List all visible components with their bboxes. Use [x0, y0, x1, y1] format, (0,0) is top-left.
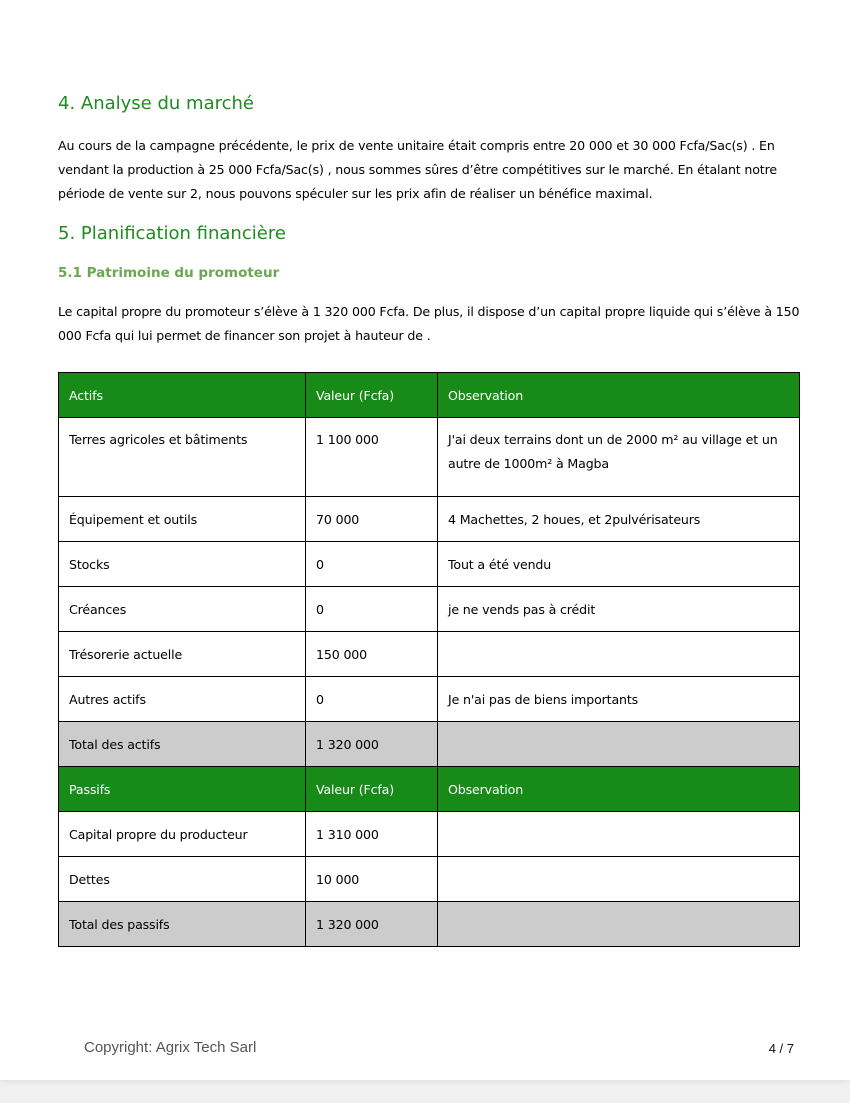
section-5-paragraph: Le capital propre du promoteur s’élève à 1 320 000 Fcfa. De plus, il dispose d’un capital propre liquide qui s’élève à 150 000 Fcfa qui lui permet de financer son projet à hauteur de .	[58, 304, 800, 343]
total-value-cell: 1 320 000	[306, 722, 438, 767]
table-cell: 0	[306, 542, 438, 587]
actifs-total-row	[59, 722, 800, 767]
table-cell: Terres agricoles et bâtiments	[59, 418, 306, 497]
header-cell: Valeur (Fcfa)	[306, 373, 438, 418]
table-cell: J'ai deux terrains dont un de 2000 m² au village et un autre de 1000m² à Magba	[438, 418, 800, 497]
table-cell	[438, 812, 800, 857]
footer-copyright: Copyright: Agrix Tech Sarl	[84, 1039, 257, 1056]
table-row	[59, 857, 800, 902]
patrimoine-table	[58, 372, 800, 947]
table-cell: 1 100 000	[306, 418, 438, 497]
table-row	[59, 587, 800, 632]
total-observation-cell	[438, 722, 800, 767]
table-cell: Équipement et outils	[59, 497, 306, 542]
table-cell: Autres actifs	[59, 677, 306, 722]
table-cell: Capital propre du producteur	[59, 812, 306, 857]
table-cell: 150 000	[306, 632, 438, 677]
table-cell: 70 000	[306, 497, 438, 542]
table-row	[59, 497, 800, 542]
total-label-cell: Total des passifs	[59, 902, 306, 947]
table-cell: 1 310 000	[306, 812, 438, 857]
header-cell: Passifs	[59, 767, 306, 812]
table-cell: Stocks	[59, 542, 306, 587]
table-row	[59, 677, 800, 722]
header-cell: Valeur (Fcfa)	[306, 767, 438, 812]
table-cell: Dettes	[59, 857, 306, 902]
total-value-cell: 1 320 000	[306, 902, 438, 947]
table-row	[59, 812, 800, 857]
header-cell: Observation	[438, 373, 800, 418]
table-row	[59, 632, 800, 677]
table-row	[59, 542, 800, 587]
header-cell: Observation	[438, 767, 800, 812]
table-cell: 0	[306, 587, 438, 632]
table-cell	[438, 632, 800, 677]
section-5-1-subheading: 5.1 Patrimoine du promoteur	[58, 265, 280, 281]
table-cell: Tout a été vendu	[438, 542, 800, 587]
table-cell	[438, 857, 800, 902]
table-cell: Je n'ai pas de biens importants	[438, 677, 800, 722]
passifs-total-row	[59, 902, 800, 947]
table-cell: 4 Machettes, 2 houes, et 2pulvérisateurs	[438, 497, 800, 542]
table-cell: je ne vends pas à crédit	[438, 587, 800, 632]
page-number: 4 / 7	[768, 1041, 794, 1056]
table-row	[59, 418, 800, 497]
section-5-heading: 5. Planification financière	[58, 223, 286, 244]
table-cell: 10 000	[306, 857, 438, 902]
table-cell: Créances	[59, 587, 306, 632]
header-cell: Actifs	[59, 373, 306, 418]
actifs-header-row	[59, 373, 800, 418]
table-cell: 0	[306, 677, 438, 722]
total-observation-cell	[438, 902, 800, 947]
section-4-paragraph: Au cours de la campagne précédente, le prix de vente unitaire était compris entre 20 000 et 30 000 Fcfa/Sac(s) . En vendant la production à 25 000 Fcfa/Sac(s) , nous sommes sûres d’être compétitives sur le marché. En étalant notre période de vente sur 2, nous pouvons spéculer sur les prix afin de réaliser un bénéfice maximal.	[58, 138, 777, 201]
total-label-cell: Total des actifs	[59, 722, 306, 767]
table-cell: Trésorerie actuelle	[59, 632, 306, 677]
section-4-heading: 4. Analyse du marché	[58, 93, 254, 114]
passifs-header-row	[59, 767, 800, 812]
